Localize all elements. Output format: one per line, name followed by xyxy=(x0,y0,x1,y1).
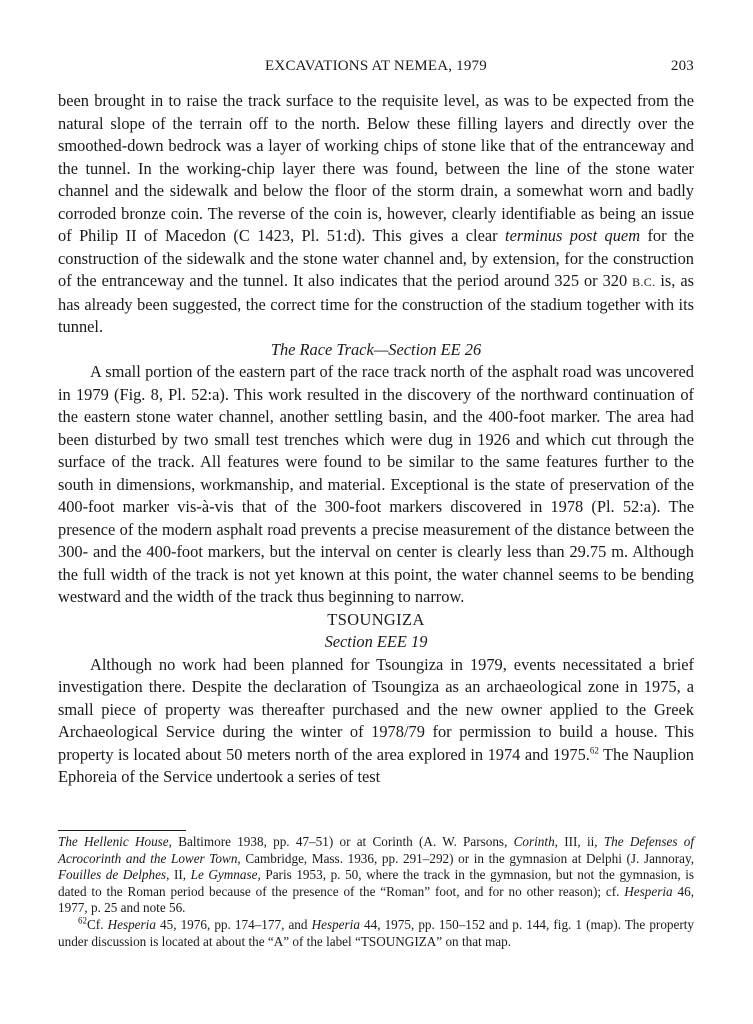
footnotes xyxy=(58,834,694,950)
footnote-continued: The Hellenic House, Baltimore 1938, pp. 47–51) or at Corinth (A. W. Parsons, Corinth, III, ii, The Defenses of Acrocorinth and the Lower Town, Cambridge, Mass. 1936, pp. 291–292) or in the gymnasion at Delphi (J. Jannoray, Fouilles de Delphes, II, Le Gymnase, Paris 1953, p. 50, where the track in the gymnasion, but not the gymnasion, is dated to the Roman period because of the presence of the “Roman” foot, and for no other reason); cf. Hesperia 46, 1977, p. 25 and note 56. xyxy=(58,834,694,916)
running-head xyxy=(58,58,694,80)
body-text xyxy=(58,90,694,789)
paragraph-race-track: A small portion of the eastern part of the race track north of the asphalt road was uncovered in 1979 (Fig. 8, Pl. 52:a). This work resulted in the discovery of the northward continuation of the eastern stone water channel, another settling basin, and the 400-foot marker. The area had been disturbed by two small test trenches which were dug in 1926 and which cut through the surface of the track. All features were found to be similar to the same features further to the south in dimensions, workmanship, and material. Exceptional is the state of preservation of the 400-foot marker vis-à-vis that of the 300-foot markers discovered in 1978 (Pl. 52:a). The presence of the modern asphalt road prevents a precise measurement of the distance between the 300- and the 400-foot markers, but the interval on center is clearly less than 29.75 m. Although the full width of the track is not yet known at this point, the water channel seems to be bending westward and the width of the track thus beginning to narrow. xyxy=(58,362,694,606)
race-track-heading: The Race Track—Section EE 26 xyxy=(270,339,482,359)
footnote-ref-62[interactable]: 62 xyxy=(589,745,599,756)
tsoungiza-heading: TSOUNGIZA xyxy=(327,609,425,629)
page-number: 203 xyxy=(670,58,694,74)
paragraph-tsoungiza: Although no work had been planned for Tsoungiza in 1979, events necessitated a brief investigation there. Despite the declaration of Tsoungiza as an archaeological zone in 1975, a small piece of property was thereafter purchased and the new owner applied to the Greek Archaeological Service during the winter of 1978/79 for permission to build a house. This property is located about 50 meters north of the area explored in 1974 and 1975.62 The Nauplion Ephoreia of the Service undertook a series of test xyxy=(58,654,694,786)
footnote-62: $^{62}$Cf. Hesperia 45, 1976, pp. 174–177, and Hesperia 44, 1975, pp. 150–152 and p. 144, fig. 1 (map). The property under discussion is located at about the “A” of the label “TSOUNGIZA” on that map. xyxy=(58,915,695,949)
footnote-rule xyxy=(58,830,186,831)
italic-phrase: terminus post quem xyxy=(505,226,641,245)
running-title: EXCAVATIONS AT NEMEA, 1979 xyxy=(265,58,487,74)
footnote-number-62: 62 xyxy=(78,915,87,926)
paragraph-stadium-tunnel: been brought in to raise the track surface to the requisite level, as was to be expected from the natural slope of the terrain off to the north. Below these filling layers and directly over the smoothed-down bedrock was a layer of working chips of stone like that of the entranceway and the tunnel. In the working-chip layer there was found, between the line of the stone water channel and the sidewalk and below the floor of the storm drain, a somewhat worn and badly corroded bronze coin. The reverse of the coin is, however, clearly identifiable as being an issue of Philip II of Macedon (C 1423, Pl. 51:d). This gives a clear terminus post quem for the construction of the sidewalk and the stone water channel and, by extension, for the construction of the entranceway and the tunnel. It also indicates that the period around 325 or 320 B.C. is, as has already been suggested, the correct time for the construction of the stadium together with its tunnel. xyxy=(58,91,694,336)
small-caps-bc: B.C. xyxy=(632,275,656,289)
tsoungiza-section-heading: Section EEE 19 xyxy=(324,632,428,651)
